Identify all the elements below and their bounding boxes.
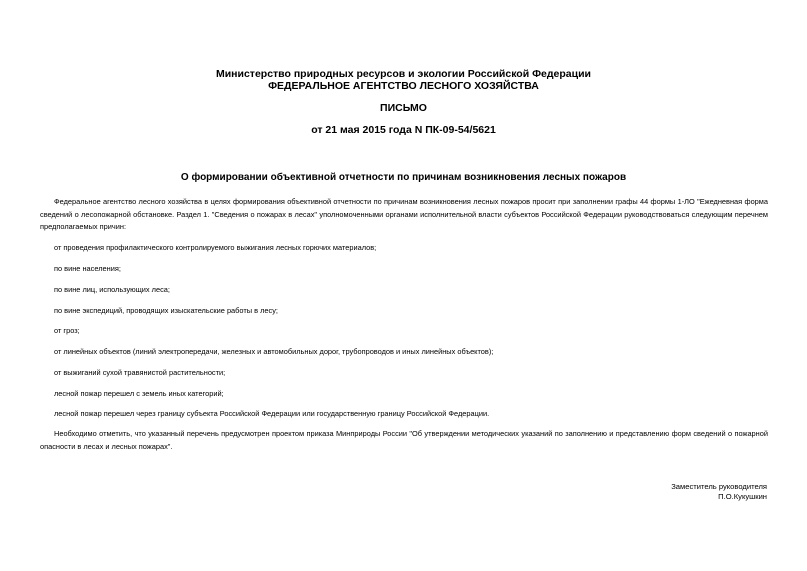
cause-item: от гроз; — [54, 326, 80, 335]
cause-item: от выжиганий сухой травянистой растительности; — [54, 368, 226, 377]
agency-heading: ФЕДЕРАЛЬНОЕ АГЕНТСТВО ЛЕСНОГО ХОЗЯЙСТВА — [268, 80, 539, 92]
cause-item: лесной пожар перешел с земель иных категорий; — [54, 389, 224, 398]
cause-item: по вине экспедиций, проводящих изыскательские работы в лесу; — [54, 306, 278, 315]
signature-position: Заместитель руководителя — [671, 482, 767, 491]
cause-item: от линейных объектов (линий электропередачи, железных и автомобильных дорог, трубопроводов и иных линейных объектов); — [54, 347, 494, 356]
intro-paragraph: Федеральное агентство лесного хозяйства в целях формирования объективной отчетности по причинам возникновения лесных пожаров просит при заполнении графы 44 формы 1-ЛО "Ежедневная форма сведений о лесопожарной обстановке. Раздел 1. "Сведения о пожарах в лесах" уполномоченными органами исполнительной власти субъектов Российской Федерации руководствоваться следующим перечнем предполагаемых причин: — [40, 197, 768, 231]
cause-item: по вине лиц, использующих леса; — [54, 285, 170, 294]
ministry-heading: Министерство природных ресурсов и экологии Российской Федерации — [215, 68, 592, 80]
cause-item: от проведения профилактического контролируемого выжигания лесных горючих материалов; — [54, 243, 377, 252]
conclusion-paragraph: Необходимо отметить, что указанный перечень предусмотрен проектом приказа Минприроды России "Об утверждении методических указаний по заполнению и представлению форм сведений о пожарной опасности в лесах и лесных пожарах". — [40, 429, 768, 451]
document-subject: О формировании объективной отчетности по причинам возникновения лесных пожаров — [180, 172, 627, 183]
document-type: ПИСЬМО — [380, 102, 427, 114]
document-date-number: от 21 мая 2015 года N ПК-09-54/5621 — [311, 124, 496, 136]
cause-item: по вине населения; — [54, 264, 121, 273]
signature-name: П.О.Кукушкин — [718, 492, 767, 501]
cause-item: лесной пожар перешел через границу субъекта Российской Федерации или государственную границу Российской Федерации. — [54, 409, 490, 418]
